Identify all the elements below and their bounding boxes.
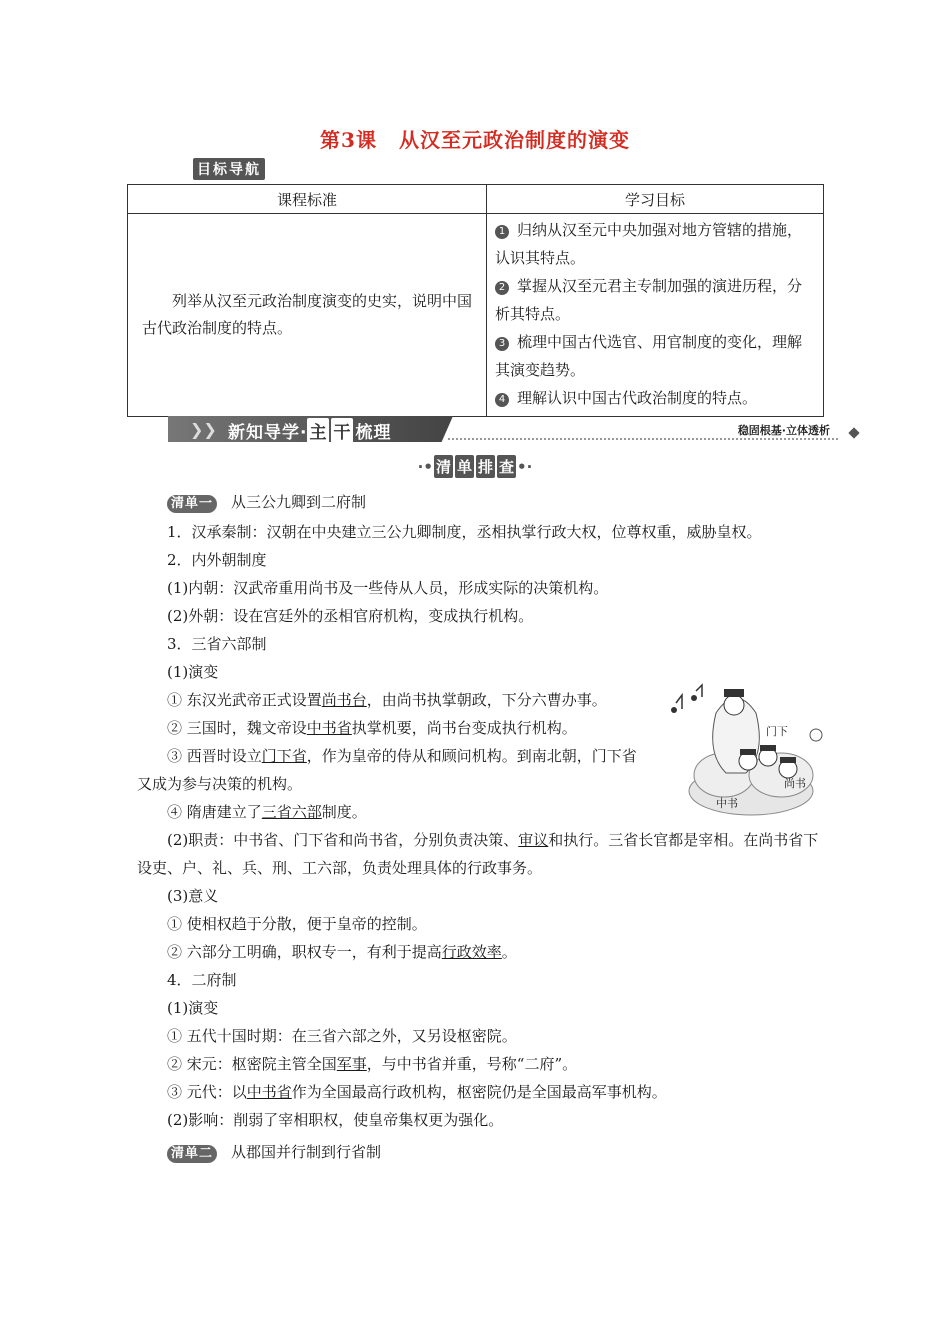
paragraph: (1)演变 xyxy=(167,663,219,681)
paragraph: 4．二府制 xyxy=(167,971,237,989)
header-objectives: 学习目标 xyxy=(487,185,824,214)
paragraph: ① 五代十国时期：在三省六部之外，又另设枢密院。 xyxy=(167,1027,517,1045)
label-shangshu: 尚书 xyxy=(784,777,806,790)
diamond-icon xyxy=(848,427,859,438)
paragraph: 3．三省六部制 xyxy=(167,635,267,653)
objective-item: 1 归纳从汉至元中央加强对地方管辖的措施，认识其特点。 xyxy=(495,221,803,267)
standard-text: 列举从汉至元政治制度演变的史实，说明中国古代政治制度的特点。 xyxy=(128,214,487,417)
objective-item: 3 梳理中国古代选官、用官制度的变化，理解其演变趋势。 xyxy=(495,333,803,379)
paragraph: (2)职责：中书省、门下省和尚书省，分别负责决策、审议和执行。三省长官都是宰相。在尚书省下设吏、户、礼、兵、刑、工六部，负责处理具体的行政事务。 xyxy=(137,831,819,877)
checklist-tag: ·• 清 单 排 查 •· xyxy=(0,455,950,478)
paragraph: ② 六部分工明确，职权专一，有利于提高行政效率。 xyxy=(167,943,517,961)
paragraph: ② 三国时，魏文帝设中书省执掌机要，尚书台变成执行机构。 xyxy=(167,719,577,737)
paragraph: 2．内外朝制度 xyxy=(167,551,267,569)
objective-item: 2 掌握从汉至元君主专制加强的演进历程，分析其特点。 xyxy=(495,277,803,323)
number-badge-icon: 3 xyxy=(495,337,509,351)
section-heading: 清单一 从三公九卿到二府制 xyxy=(167,488,827,516)
number-badge-icon: 1 xyxy=(495,225,509,239)
number-badge-icon: 2 xyxy=(495,281,509,295)
paragraph: ② 宋元：枢密院主管全国军事，与中书省并重，号称“二府”。 xyxy=(167,1055,578,1073)
header-standard: 课程标准 xyxy=(128,185,487,214)
paragraph: ① 东汉光武帝正式设置尚书台，由尚书执掌朝政，下分六曹办事。 xyxy=(167,691,607,709)
paragraph: (1)演变 xyxy=(167,999,219,1017)
section-heading: 清单二 从郡国并行制到行省制 xyxy=(167,1138,827,1166)
paragraph: (3)意义 xyxy=(167,887,219,905)
goals-table xyxy=(127,184,824,417)
nav-tag: 目标导航 xyxy=(193,158,265,180)
paragraph: ① 使相权趋于分散，便于皇帝的控制。 xyxy=(167,915,427,933)
label-zhongshu: 中书 xyxy=(716,797,738,810)
paragraph: (2)外朝：设在宫廷外的丞相官府机构，变成执行机构。 xyxy=(167,607,534,625)
paragraph: ③ 元代：以中书省作为全国最高行政机构，枢密院仍是全国最高军事机构。 xyxy=(167,1083,667,1101)
section-pill: 清单一 xyxy=(167,495,217,513)
section-banner xyxy=(168,414,858,444)
banner-title: 新知导学· 主 干 梳理 xyxy=(228,418,391,443)
paragraph: (2)影响：削弱了宰相职权，使皇帝集权更为强化。 xyxy=(167,1111,504,1129)
paragraph: 1．汉承秦制：汉朝在中央建立三公九卿制度，丞相执掌行政大权，位尊权重，威胁皇权。 xyxy=(167,523,762,541)
objectives-cell xyxy=(487,214,824,417)
section-pill: 清单二 xyxy=(167,1145,217,1163)
paragraph: ④ 隋唐建立了三省六部制度。 xyxy=(167,803,367,821)
paragraph: (1)内朝：汉武帝重用尚书及一些侍从人员，形成实际的决策机构。 xyxy=(167,579,609,597)
number-badge-icon: 4 xyxy=(495,393,509,407)
main-content xyxy=(137,484,827,1168)
chevron-right-icon: ❯❯ xyxy=(190,420,217,439)
objective-item: 4 理解认识中国古代政治制度的特点。 xyxy=(495,384,813,412)
page-title: 第3课 从汉至元政治制度的演变 xyxy=(320,128,630,152)
label-menxia: 门下 xyxy=(766,725,788,738)
paragraph: ③ 西晋时设立门下省，作为皇帝的侍从和顾问机构。到南北朝，门下省又成为参与决策的机构。 xyxy=(137,747,637,793)
banner-subtitle: 稳固根基·立体透析 xyxy=(737,424,830,437)
